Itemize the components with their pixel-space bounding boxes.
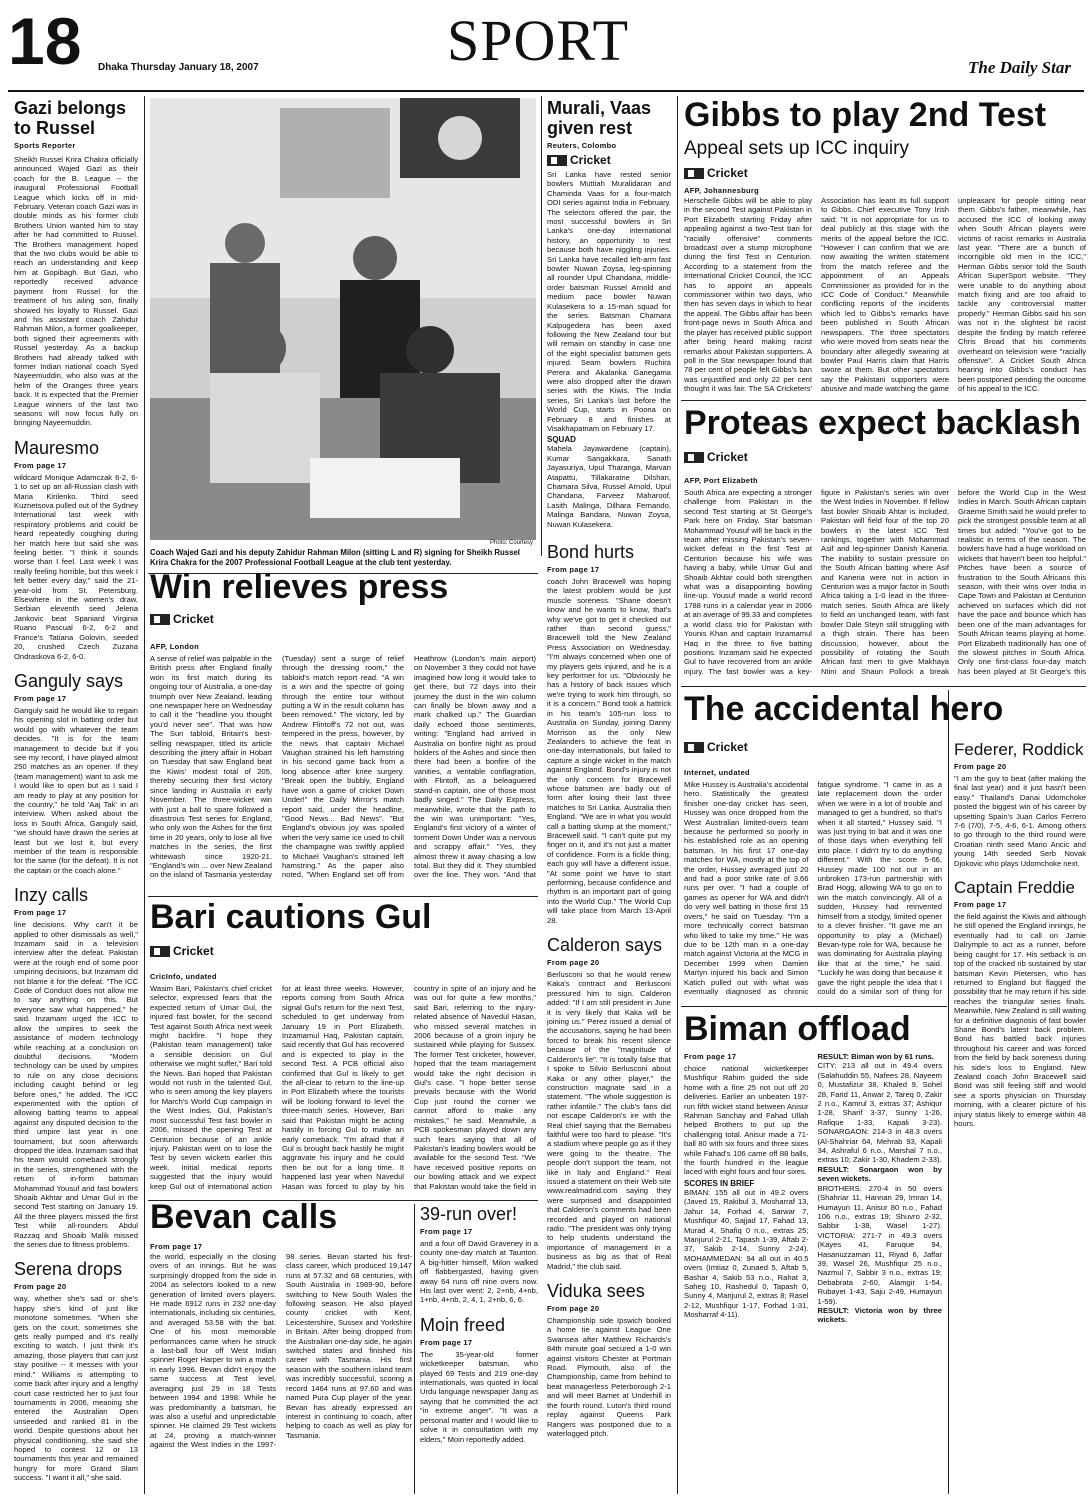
headline-39-run: 39-run over!: [420, 1204, 518, 1224]
photo-caption: Coach Wajed Gazi and his deputy Zahidur Rahman Milon (sitting L and R) signing for Sheikh Russel Krira Chakra for the 2007 Professional Football League at the club tent yesterday.: [150, 548, 520, 567]
murali-column: [547, 98, 671, 556]
article-mauresmo-body: wildcard Monique Adamczak 6-2, 6-1 to set up an all-Russian clash with Maria Kirilenko. Third seed Kuznetsova pulled out of the Sydney International last week with respiratory problems and could be heard repeatedly coughing during her match here but said she was feeling better. "I think it sounds worse than I feel. Last week I was really feeling horrible, but this week I felt better every day," said the 21-year-old from St. Petersburg. Elsewhere in the women's draw, Serbian eleventh seed Jelena Jankovic beat Spaniard Virginia Ruano Pascual 6-2, 6-2 and France's Tatiana Golovin, seeded 20, crushed Czech Zuzana Ondraskova 6-2, 6-0.: [14, 472, 138, 661]
column-divider: [144, 96, 145, 1494]
article-gazi-body: Sheikh Russel Krira Chakra officially announced Wajed Gazi as their coach for the B. League -- the inaugural Professional Football League which kicks off in mid-February. Veteran coach Gazi was in double minds as his former club Brothers Union wanted him to stay after he had committed to Russel. The Brothers management hoped that the two clubs would be able to reach an understanding and keep him at Gopibagh. But Gazi, who reportedly received advance payment from Russel for the treatment of his ailing son, finally showed his loyalty to Russel. Gazi and his assistant coach Zahidur Rahman Milon, a former goalkeeper, both signed their agreements with Russel yesterday. As a backup Brothers had already talked with former Indian national coach Syed Nayeemuddin, who also was at the helm of the Oranges three years back. It is expected that the Premier League winners of the last two seasons will now focus fully on bringing Nayeemuddin.: [14, 155, 138, 428]
cricket-logo: Cricket: [150, 944, 214, 958]
divider: [681, 686, 1086, 687]
article-freddie-body: the field against the Kiwis and although he still opened the England innings, he eventually had to call on Jamie Dalrymple to act as a runner, before being caught for 17. His setback is on top of the cracked rib sustained by star batsman Kevin Pietersen, who has returned to England but flagged the possibility that he may return if his side reaches the triangular series finals. Meanwhile, New Zealand is still waiting for a definitive diagnosis of fast bowler Shane Bond's latest back problem. Bond has battled back injuries throughout his career and was forced from the field by back soreness during his side's loss to England. New Zealand coach John Bracewell said Bond was still feeling stiff and would see a sports physician on Thursday morning, with a clearer picture of his injury status likely to emerge within 48 hours.: [954, 912, 1086, 1128]
from-page-bond: From page 17: [547, 565, 600, 574]
photo-illustration: [150, 98, 536, 540]
article-viduka-body: Championship side Ipswich booked a home tie against League One Swansea after Matthew Richards's 84th minute goal secured a 1-0 win against visitors Chester at Portman Road. Plymouth, also of the Championship, came from behind to beat managerless Peterborough 2-1 and will meet Barnet at Underhill in the fourth round. Luton's third round replay against Queens Park Rangers was postponed due to a waterlogged pitch.: [547, 1316, 671, 1438]
column-divider: [414, 1204, 415, 1494]
headline-biman: Biman offload: [684, 1010, 911, 1048]
from-page-39-run: From page 17: [420, 1227, 473, 1236]
byline-proteas: AFP, Port Elizabeth: [684, 476, 758, 485]
article-win-body: A sense of relief was palpable in the British press after England finally won its first match during its ongoing tour of Australia, a one-day triumph over New Zealand, leading one newspaper here on Wednesday to call it the "headline you thought you'd never see". That was how The Sun tabloid, Britain's best-selling newspaper, titled its article describing the jittery affair in Hobart on Tuesday that saw England beat the Kiwis' modest total of 205, thereby securing their first victory since landing in Australia in early November. The three-wicket win with just a ball to spare followed a disastrous Test series for England, who only won the Ashes for the first time in 20 years, only to lose all five matches in the series, the first whitewash since 1920-21. "England's win ... over New Zealand on the island of Tasmania yesterday (Tuesday) sent a surge of relief through the dressing room," the tabloid's match report read. "A win is a win and the spectre of going through the entire tour without putting a W in the result column has been removed." The victory, led by Andrew Flintoff's 72 not out, was tempered in the press, however, by the news that captain Michael Vaughan strained his left hamstring in his second game back from a long absence after knee surgery. "Break open the bubbly, England have won a game of cricket Down Under!" the Daily Mirror's match report said, under the headline, "Good News... Bad News". "But England's obvious joy was spoiled when the very same ice used to chill the champagne was swiftly applied to Michael Vaughan's strained left hamstring." As the paper also noted, "When England set off from Heathrow (London's main airport) on November 3 they could not have imagined how long it would take to get there, but 72 days into their journey the dust in the win column can finally be blown away and a mark chalked up." The Guardian daily echoed those sentiments, writing: "England had arrived in Australia on bonfire night as proud holders of the Ashes and since then there had been a bonfire of the vanities, a veritable conflagration, with Flintoff, as a beleaguered stand-in captain, one of those most badly singed." The Daily Express, meanwhile, wrote that the path to the win was unimportant: "Yes, England's first victory of a winter of torment Down Under was a nervous and scrappy affair." "Yes, they almost threw it away chasing a low total. But they did it. They stumbled over the line. They won. "And that: [150, 654, 536, 880]
headline-mauresmo: Mauresmo: [14, 437, 100, 458]
byline-win: AFP, London: [150, 642, 199, 651]
cricket-icon: [684, 168, 704, 179]
headline-win: Win relieves press: [150, 568, 449, 606]
scores-biman: BIMAN: 155 all out in 49.2 overs (Javed 15, Rakibul 3, Mosharraf 13, Jahur 14, Forhad 4, Sarwar 7, Mushfiqur 40, Sajjad 17, Fahad 13, Murad 4, Shafiq 0 n.o., extras 25; Manjurul 2-21, Tapash 1-39, Aftab 2-37, Sakib 2-14, Sunny 2-24). MOHAMMEDAN: 94 all out in 40.5 overs (Imtiaz 0, Zunaed 5, Aftab 5, Bashar 4, Sakib 53 n.o., Rahat 3, Saheg 10, Rashedul 0, Tapash 0, Sunny 4, Manjurul 2, extras 8; Rasel 2-12, Mushfiqur 1-17, Forhad 1-31, Mosharraf 4-11).: [684, 1187, 809, 1320]
headline-inzy: Inzy calls: [14, 885, 89, 906]
cricket-icon: [150, 946, 170, 957]
subhead-gibbs: Appeal sets up ICC inquiry: [684, 138, 909, 159]
result-sonargaon: RESULT: Sonargaon won by seven wickets.: [817, 1164, 942, 1184]
byline-hero: Internet, undated: [684, 768, 750, 777]
headline-serena: Serena drops: [14, 1259, 123, 1280]
article-inzy-body: line decisions. Why can't it be applied to other dismissals as well," Inzamam said in a television interview after the defeat. Pakistan were at the rough end of some poor umpiring decisions, but Inzamam did not blame it for the defeat. "The ICC Code of Conduct does not allow me to say anything on this. But everyone saw what happened," he said. Inzamam urged the ICC to allow the umpires to seek the assistance of modern technology while reaching at a conclusion on doubtful decisions. "Modern technology can be used by umpires to rule on any close decisions including caught behind or leg before ones," he added. The ICC experimented with the option of allowing batting teams to appeal against any disputed decision to the third umpire last year in one tournament, but soon afterwards dropped the idea. Inzamam said that his team would comeback strongly in the series, strengthened with the return of in-form batsman Mohammad Yousuf and fast bowlers Shoaib Akhtar and Umar Gul in the second Test starting on January 19. All the three players missed the first Test while all-rounders Abdul Razzaq and Shoaib Malik missed the series due to fitness problems.: [14, 920, 138, 1250]
right-briefs: [420, 1204, 538, 1494]
headline-federer: Federer, Roddick: [954, 740, 1084, 759]
squad-list: Mahela Jayawardene (captain), Kumar Sangakkara, Sanath Jayasuriya, Upul Tharanga, Marvan Atapattu, Tillakaratne Dilshan, Chamara Silva, Russel Arnold, Upul Chandana, Farveez Maharoof, Lasith Malinga, Dilhara Fernando, Malinga Bandara, Nuwan Zoysa, Nuwan Kulasekera.: [547, 444, 671, 529]
photo-credit: Photo: Courtesy: [490, 540, 534, 546]
from-page-moin: From page 17: [420, 1337, 473, 1347]
scores-heading: SCORES IN BRIEF: [684, 1178, 755, 1188]
headline-bevan: Bevan calls: [150, 1198, 338, 1236]
from-page-calderon: From page 20: [547, 958, 600, 968]
from-page-inzy: From page 17: [14, 908, 67, 918]
cricket-logo: Cricket: [684, 450, 748, 464]
headline-moin: Moin freed: [420, 1314, 506, 1335]
column-divider: [677, 96, 678, 1494]
article-biman: [684, 1052, 942, 1494]
from-page-mauresmo: From page 17: [14, 460, 67, 470]
cricket-icon: [684, 452, 704, 463]
headline-proteas: Proteas expect backlash: [684, 404, 1081, 442]
bond-column: [547, 542, 671, 1494]
byline-bari: CricInfo, undated: [150, 972, 217, 981]
headline-bari: Bari cautions Gul: [150, 898, 432, 936]
headline-freddie: Captain Freddie: [954, 878, 1075, 898]
from-page-serena: From page 20: [14, 1282, 67, 1292]
cricket-icon: [684, 742, 704, 753]
from-page-ganguly: From page 17: [14, 693, 67, 703]
byline-gazi: Sports Reporter: [14, 141, 76, 150]
cricket-logo: Cricket: [684, 740, 748, 754]
headline-hero: The accidental hero: [684, 690, 1004, 728]
left-column: [14, 98, 138, 1494]
article-bevan-body: the world, especially in the closing overs of an innings. But he was surprisingly dropped from the side in 2004 as selectors looked to a new generation of limited overs players. He made 6912 runs in 232 one-day internationals, including six centuries, and averaged 53.58 with the bat. One of his most memorable performances came when he struck a last-ball four off West Indian spinner Roger Harper to win a match in early 1996. Bevan didn't enjoy the same success at Test level, averaging just 29 in 18 Tests between 1994 and 1998. While he was predominantly a batsman, he was also a useful and unpredictable spinner. He claimed 29 Test wickets at 24, proving a match-winner against the West Indies in the 1997-98 series. Bevan started his first-class career, which produced 19,147 runs at 57.32 and 68 centuries, with South Australia in 1989-90, before switching to New South Wales the following season. He also played county cricket with Kent, Leicestershire, Sussex and Yorkshire in Britain. After being dropped from the Australian one-day side, he again switched states and finished his career with Tasmania. His first season with the southern island team was incredibly successful, scoring a record 1464 runs at 97.60 and was named Pura Cup player of the year. Bevan has already expressed an interest in continuing to coach, after helping to coach as well as play for Tasmania.: [150, 1252, 412, 1450]
header-rule: [8, 90, 1084, 92]
cricket-logo: Cricket: [684, 166, 748, 180]
result-victoria: RESULT: Victoria won by three wickets.: [817, 1305, 942, 1325]
scores-brothers: BROTHERS: 270-4 in 50 overs (Shahriar 11, Hannan 29, Imran 14, Humayun 11, Anisur 80 n.o., Fahad 106 n.o., extras 19; Shuvro 2-32, Sabbir 1-38, Wasel 1-27). VICTORIA: 271-7 in 49.3 overs (Kayes 41, Faruque 94, Hasanuzzaman 11, Riyad 6, Jaffar 39, Wasel 26, Mushfiqur 25 n.o., Nazmul 7, Sabbir 3 n.o., extras 19; Debabrata 2-60, Alamgir 1-54, Rubayet 1-43, Saju 2-49, Humayun 1-59).: [817, 1183, 942, 1306]
section-title: SPORT: [447, 8, 630, 73]
headline-gazi: Gazi belongs to Russel: [14, 98, 127, 138]
result-biman: RESULT: Biman won by 61 runs.: [817, 1052, 934, 1061]
cricket-icon: [150, 614, 170, 625]
column-divider: [948, 690, 949, 1494]
article-murali-body: Sri Lanka have rested senior bowlers Muttiah Muralidaran and Chaminda Vaas for a four-match ODI series against India in February. The selectors offered the pair, the most successful bowlers in Sri Lanka's one-day international history, an opportunity to rest because both have niggling injuries. Sri Lanka have recalled left-arm fast bowler Nuwan Zoysa, leg-spinning all rounder Upul Chandana, middle-order batsman Russel Arnold and medium pace bowler Nuwan Kulasekera to a 15-man squad for the series. Batsman Chamara Kalpugedera has been axed following the New Zealand tour but will remain on standby in case one of the eight specialist batsmen gets injured. Seam bowlers Ruchira Perera and Akalanka Ganegama were also dropped after the drawn series with the Kiwis. The India series, Sri Lanka's last before the World Cup, starts in Poona on February 8 and finishes at Visakhapatnam on February 17.: [547, 170, 671, 433]
from-page-viduka: From page 20: [547, 1304, 600, 1314]
page-number: 18: [8, 4, 82, 78]
article-bari-body: Wasim Bari, Pakistan's chief cricket selector, expressed fears that the expected return of Umar Gul, the injured fast bowler, for the second Test against South Africa next week might backfire. "I hope they (Pakistan team management) take a sensible decision on Gul otherwise we might suffer," Bari told the News. Bari hoped that Pakistan would not rush in the talented Gul, who is seen among the key players for March's World Cup campaign in the West Indies. Gul, Pakistan's most successful Test fast bowler in 2006, missed the opening Test at Centurion because of an ankle injury. Pakistan went on to lose the Test by seven wickets earlier this week. Initial medical reports suggested that the injury would keep Gul out of international action for at least three weeks. However, reports coming from South Africa signal Gul's return for the next Test, scheduled to get underway from January 19 in Port Elizabeth. Inzamamul Haq, Pakistan captain, said recently that Gul has recovered and is expected to play in the second Test. A PCB official also confirmed that Gul is likely to get the all-clear to return to the line-up in Port Elizabeth where the tourists will be looking forward to level the three-match series. However, Bari said that Pakistan might be acting hastily in forcing Gul to make an early comeback. "I'm afraid that if Gul is brought back hastily he might aggravate his injury and he could then be out for a long time. It happened last year when Navedul Hasan was forced to play by his country in spite of an injury and he was out for quite a few months," said Bari, referring to the injury-related absence of Navedul Hasan, who missed several matches in 2006 because of a groin injury he sustained while playing for Sussex. The former Test cricketer, however, hoped that the team management would take the right decision in Gul's case. "I hope better sense prevails because with the World Cup just round the corner we cannot afford to make any mistakes," he said. Meanwhile, a PCB spokesman played down any such fears saying that all of Pakistan's leading bowlers would be available for the second Test. "We have received positive reports on our bowling attack and we expect that Pakistan would take the field in: [150, 984, 536, 1191]
divider: [148, 896, 538, 897]
headline-bond: Bond hurts: [547, 542, 635, 562]
cricket-logo: Cricket: [150, 612, 214, 626]
article-moin-body: The 35-year-old former wicketkeeper batsman, who played 69 Tests and 219 one-day internationals, was quoted in local Urdu language newspaper Jang as saying that he committed the act "in extreme anger". "It was a personal matter and I would like to solve it in consultation with my elders," Moin reportedly added.: [420, 1349, 538, 1444]
article-39-run-body: and a four off David Graveney in a county one-day match at Taunton. A big-hitter himself, Milon walked off flabbergasted, having given away 64 runs off nine overs now. His last over went: 2, 2+nb, 4+nb, 1+nb, 4+nb, 2, 4, 1, 2+nb, 6, 6.: [420, 1239, 538, 1305]
from-page-biman: From page 17: [684, 1052, 737, 1061]
divider: [681, 1006, 947, 1007]
divider: [681, 400, 1086, 401]
headline-ganguly: Ganguly says: [14, 670, 124, 691]
headline-viduka: Viduka sees: [547, 1281, 645, 1302]
article-gibbs-body: Herschelle Gibbs will be able to play in the second Test against Pakistan in Port Elizabeth starting Friday after appealing against a two-Test ban for "racially offensive" comments broadcast over a stump microphone during the first Test in Centurion. According to a statement from the International Cricket Council, the ICC has to appoint an appeals commissioner within two days, who then has seven days in which to hear the appeal. The Gibbs affair has been front-page news in South Africa and the player has received public support after being heard making racist remarks about Pakistan supporters. A poll in the Star newspaper found that 78 per cent of people felt Gibbs's ban was unjustified and only 22 per cent thought it was fair. The SA Cricketers' Association has leant its full support to Gibbs. Chief executive Tony Irish said: "It is not appropriate for us to deal publicly at this stage with the merits of the appeal before the ICC. "However I can confirm that we are now awaiting the written statement from the match referee and the appointment of an Appeals Commissioner as provided for in the ICC Code of Conduct." Meanwhile conflicting reports of the incidents which led to Gibbs's remarks have been published in South African newspapers. The three spectators who were moved from seats near the boundary after allegedly swearing at bowler Paul Harris claim that Harris swore at them. But other spectators say the Pakistani supporters were abusive and made watching the game unpleasant for people sitting near them. Gibbs's father, meanwhile, has accused the ICC of looking away when South African players were victims of racist remarks in Australia last year. "There are a bunch of incorrigible old men in the ICC," Herman Gibbs senior told the South African SuperSport website. "They were unable to do anything about match fixing and are too afraid to tackle any controversial matter properly." Herman Gibbs said his son was not in the slightest bit racist despite the finding by match referee Chris Broad that his comments overheard on television were "racially offensive". A Cricket South Africa hearing into Gibbs's conduct has been postponed pending the outcome of his appeal to the ICC.: [684, 196, 1086, 394]
byline-gibbs: AFP, Johannesburg: [684, 186, 759, 195]
from-page-freddie: From page 17: [954, 900, 1007, 910]
from-page-bevan: From page 17: [150, 1242, 203, 1251]
federer-column: [954, 740, 1086, 1494]
from-page-federer: From page 20: [954, 762, 1007, 771]
squad-label: SQUAD: [547, 435, 576, 445]
article-biman-body: choice national wicketkeeper Mushfiqur Rahim guided the side home with a fine 25 not out off 20 deliveries. Earlier an unbeaten 197-run fifth wicket stand between Anisur Rahman Sanchay and Fahad Ullah helped Brothers to put up the challenging total. Anisur made a 71-ball 80 with six fours and three sixes while Fahad's 106 came off 88 balls, the fourth hundred in the league laced with eight fours and four sixes.: [684, 1064, 809, 1177]
scores-city: CITY: 213 all out in 49.4 overs (Salahuddin 55, Nafees 28, Nayeem 0, Mustafizur 38, Khaled 9, Sohel 28, Farid 11, Anwar 2, Tareq 0, Zakir 2 n.o., Kamrul 3, extras 37; Ashiqur 1-28, Sharif 3-37, Sunny 1-26, Rafique 1-33, Kapali 3-23). SONARGAON: 214-3 in 48.3 overs (Al-Shahriar 64, Mehrab 93, Kapali 34, Ashraful 6 n.o., Marshal 7 n.o., extras 10; Zakir 1-30, Khadem 2-33).: [817, 1061, 942, 1165]
article-hero-body: Mike Hussey is Australia's accidental hero. Statistically the greatest finisher one-day cricket has seen, Hussey was once dropped from the West Australian limited-overs team because he performed so poorly in his established role as an opening batsman. In his first 17 one-day matches for WA, mostly at the top of the order, Hussey averaged just 20 and had a poor strike rate of 3.66 runs per over. "I had a couple of games as opener for WA and didn't do very well batting in those first 15 overs," he said on Tuesday. "I'm a more technically correct batsman who liked to take my time." He was due to be 12th man in a one-day match against Victoria at the MCG in December 1999 when Damien Martyn injured his back and Simon Katich pulled out with what was eventually diagnosed as chronic fatigue syndrome. "I came in as a late replacement down the order when we were in a lot of trouble and managed to get a hundred, so that's when it all started," Hussey said. "I was just trying to bat and it was one of those days when everything fell into place. I didn't try to do anything different." With the score 5-66, Hussey made 100 not out in an unbroken 173-run partnership with Brad Hogg, allowing WA to go on to win the match convincingly. All of a sudden, Hussey had reinvented himself from a stodgy, limited opener to a clever finisher. "It gave me an opportunity to play a (Michael) Bevan-type role for WA, because he was dominating for Australia playing like that at the time," he said. "Luckily he was doing that because it gave the right people the idea that I could do a similar sort of thing for: [684, 780, 942, 996]
article-ganguly-body: Ganguly said he would like to regain his opening slot in batting order but would go with whatever the team decides. "It is for the team management to decide but if you see my record, I have played almost 250 matches as an opener. If they (team management) want to ask me I would like to open but as I said I am ready to play at any position for the country," he told 'Aaj Tak' in an interview. When asked about the loss in South Africa, Ganguly said, "we should have drawn the series at least but we lost it, but every member of the team is responsible for the same (for the defeat). It is not the captain or the coach alone.": [14, 705, 138, 875]
article-serena-body: way, whether she's sad or she's happy she's kind of just like monotone sometimes. "When she gets on the court, sometimes she gets really pumped and it's really exciting to watch. I just think it's amazing, those players that can just stay positive -- it messes with your mind." Williams is attempting to come back after injury and a lengthy court case restricted her to just four tournaments in 2006, meaning she entered the Australian Open unseeded and ranked 81 in the world. Despite questions about her physical conditioning, she said she hoped to contest 12 or 13 tournaments this year and remained hungry for more Grand Slam success. "I want it all," she said.: [14, 1294, 138, 1483]
headline-gibbs: Gibbs to play 2nd Test: [684, 96, 1047, 134]
headline-calderon: Calderon says: [547, 935, 663, 956]
byline-murali: Reuters, Colombo: [547, 141, 617, 150]
column-divider: [541, 96, 542, 556]
article-bond-body: coach John Bracewell was hoping the latest problem would be just muscle soreness. "Shane doesn't know and he wants to know, that's why we've got to get it checked out rather than second guess," Bracewell told the New Zealand Press Association on Wednesday. "I'm always concerned when one of my players gets injured, and he is a key performer for us. "Obviously he has a history of back issues which we're trying to work him through, so it is a concern." Bond took a hattrick in his team's 105-run loss to Australia on Sunday, joining Danny Morrison as the only New Zealanders to achieve the feat in one-day internationals, but failed to capture a single wicket in the match against England. Bond's injury is not the only concern for Bracewell whose batsmen are badly out of form after losing their last three matches to Sri Lanka, Australia then England. "We are in what you would call a batting slump at the moment," Bracewell said. "I can't quite put my finger on it, and it's not just a matter of confidence. Form is a fickle thing, each guy will have a different issue. "At some point we have to start performing, because confidence and rhythm is an important part of going into the World Cup." The World Cup will take place from March 13-April 28.: [547, 577, 671, 925]
article-proteas-body: South Africa are expecting a stronger challenge from Pakistan in the second Test starting at St George's Park here on Friday. Star batsman Mohammad Yousuf will be back in the team after missing Pakistan's seven-wicket defeat in the first Test at Centurion because his wife was having a baby, while Umar Gul and Shoaib Akhtar could both strengthen what was a disappointing bowling line-up. Yousuf made a world record 1788 runs in a calendar year in 2006 at an average of 99.33 and completes a world class trio for Pakistan with Younis Khan and captain Inzamamul Haq in the three to five batting positions. Inzamam said he expected Gul to have recovered from an ankle injury. The fast bowler was a key-figure in Pakistan's series win over the West Indies in November. If fellow fast bowler Shoaib Ahtar is included, Pakistan will field four of the top 20 bowlers in the latest ICC Test rankings, together with Mohammad Asif and leg-spinner Danish Kaneria. The inability to sustain pressure on the South African batting where Asif and Kaneria were not in action in Centurion was a major factor in South Africa taking a 1-0 lead in the three-match series. South Africa are likely to field an unchanged team, with fast bowler Dale Steyn still struggling with a thigh strain. There has been discussion, however, about the possibility of rotating the South African fast men to give Makhaya Ntini and Shaun Pollock a break before the World Cup in the West Indies in March. South African captain Graeme Smith said he would prefer to pick the strongest possible team at all times but added: "You've got to be realistic in terms of the season. The bowlers have had a huge workload on wickets that haven't been too helpful." Pitches have been a source of frustration to the South Africans this season, with their wins over India in Cape Town and Pakistan at Centurion achieved on surfaces which did not have the pace and bounce which has been one of the main advantages for South African teams playing at home. Port Elizabeth traditionally has one of the slowest pitches in South Africa. Only one first-class four-day match has been played at St George's this: [684, 488, 1086, 676]
headline-murali: Murali, Vaas given rest: [547, 98, 652, 138]
cricket-icon: [547, 155, 567, 166]
news-photo: [150, 98, 536, 540]
article-calderon-body: Berlusconi so that he would renew Kaka's contract and Berlusconi pressured him to sign. Calderon added: "If I am still president in June it is very likely that Kaka will be joining us." Perez issued a denial of the accusations, saying he had been forced to break his recent silence because of the "magnitude of Calderon's lie". "It is totally false that I spoke to Silvio Berlusconi about Kaka or any other player," the construction magnate said in a statement. "The whole suggestion is rather infantile." The club's fans did not escape Calderon's ire with the Real chief saying that the Bernabeu faithful were too hard to please. "It's a stadium where people go as if they were going to the theatre. The people don't support the team, not like in Italy and England." Real issued a statement on their Web site www.realmadrid.com saying they were surprised and disappointed that Calderon's comments had been recorded and played on national radio. "The president was only trying to help students understand the importance of management in a business as big as that of Real Madrid," the club said.: [547, 970, 671, 1271]
cricket-logo: Cricket: [547, 153, 671, 167]
article-federer-body: "I am the guy to beat (after making the final last year) and it just hasn't been easy." Thailand's Danai Udomchoke posted the biggest win of his career by upsetting Spain's Juan Carlos Ferrero 7-6 (7/0), 7-5, 4-6, 6-1. Among others to go through to the third round were Croatian ninth seed Mario Ancic and young 14th seeded Serb Novak Djokovic who plays Udomchoke next.: [954, 774, 1086, 868]
dateline: Dhaka Thursday January 18, 2007: [98, 62, 259, 73]
masthead-logo: The Daily Star: [968, 58, 1071, 77]
